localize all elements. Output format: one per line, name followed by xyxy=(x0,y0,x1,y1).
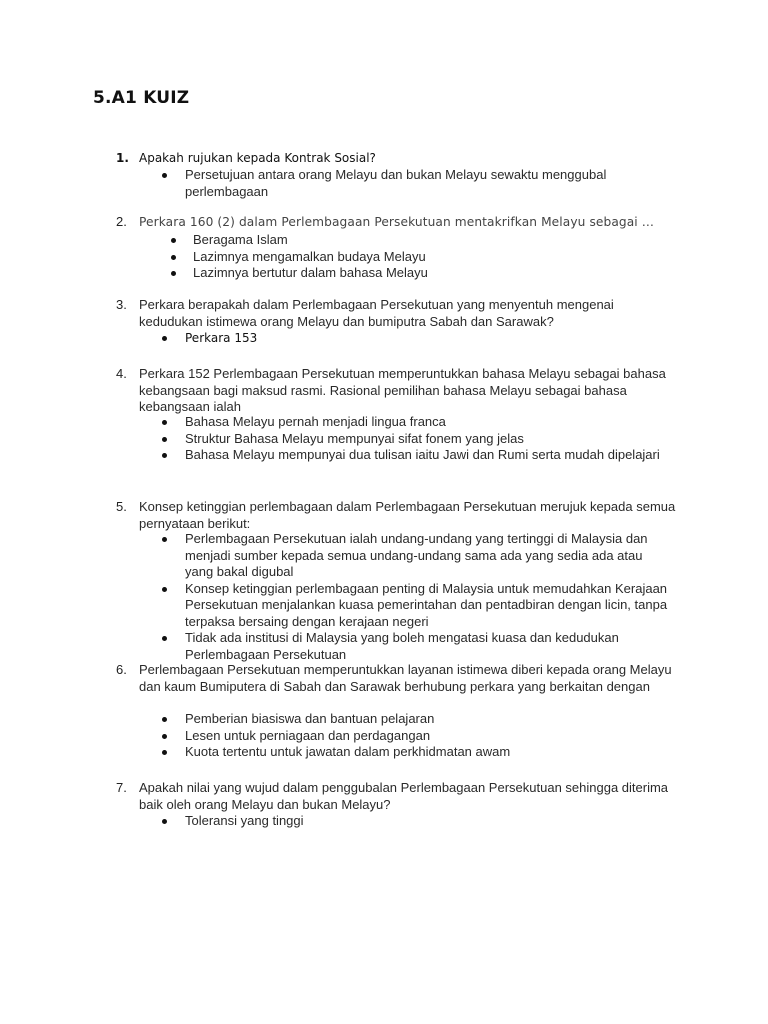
question-number: 1. xyxy=(116,151,129,165)
question-text: Konsep ketinggian perlembagaan dalam Perlembagaan Persekutuan merujuk kepada semua pernyataan berikut: xyxy=(139,499,676,531)
answer-item: Lazimnya bertutur dalam bahasa Melayu xyxy=(0,265,678,282)
bullet-icon xyxy=(162,587,167,592)
answer-list-2 xyxy=(0,232,768,282)
answer-list-7 xyxy=(0,813,768,830)
answer-list-6 xyxy=(0,711,768,761)
question-text: Apakah rujukan kepada Kontrak Sosial? xyxy=(139,151,376,165)
question-number: 2. xyxy=(116,214,127,229)
bullet-icon xyxy=(171,271,176,276)
question-number: 3. xyxy=(116,297,127,312)
bullet-icon xyxy=(162,437,167,442)
bullet-icon xyxy=(162,537,167,542)
bullet-icon xyxy=(162,336,167,341)
answer-item: Struktur Bahasa Melayu mempunyai sifat fonem yang jelas xyxy=(0,431,670,448)
bullet-icon xyxy=(162,819,167,824)
bullet-icon xyxy=(162,717,167,722)
question-number: 4. xyxy=(116,366,127,381)
bullet-icon xyxy=(162,420,167,425)
answer-list-5 xyxy=(0,531,768,663)
answer-item: Lazimnya mengamalkan budaya Melayu xyxy=(0,249,678,266)
question-text: Perkara 160 (2) dalam Perlembagaan Persekutuan mentakrifkan Melayu sebagai … xyxy=(139,215,655,229)
answer-item: Lesen untuk perniagaan dan perdagangan xyxy=(0,728,670,745)
answer-list-1 xyxy=(0,167,768,200)
question-text: Perkara berapakah dalam Perlembagaan Persekutuan yang menyentuh mengenai kedudukan istimewa orang Melayu dan bumiputra Sabah dan Sarawak? xyxy=(139,297,614,329)
answer-item: Beragama Islam xyxy=(0,232,678,249)
answer-item: Toleransi yang tinggi xyxy=(0,813,670,830)
answer-item: Persetujuan antara orang Melayu dan bukan Melayu sewaktu menggubal perlembagaan xyxy=(0,167,670,200)
bullet-icon xyxy=(162,750,167,755)
bullet-icon xyxy=(171,238,176,243)
question-number: 7. xyxy=(116,780,127,795)
answer-item: Pemberian biasiswa dan bantuan pelajaran xyxy=(0,711,670,728)
question-number: 5. xyxy=(116,499,127,514)
question-text: Apakah nilai yang wujud dalam penggubalan Perlembagaan Persekutuan sehingga diterima baik oleh orang Melayu dan bukan Melayu? xyxy=(139,780,669,812)
page-title: 5.A1 KUIZ xyxy=(93,88,190,108)
answer-list-3 xyxy=(0,330,768,347)
answer-list-4 xyxy=(0,414,768,464)
bullet-icon xyxy=(162,734,167,739)
answer-item: Perkara 153 xyxy=(0,330,670,347)
question-text: Perlembagaan Persekutuan memperuntukkan layanan istimewa diberi kepada orang Melayu dan kaum Bumiputera di Sabah dan Sarawak berhubung perkara yang berkaitan dengan xyxy=(139,662,672,694)
answer-item: Bahasa Melayu mempunyai dua tulisan iaitu Jawi dan Rumi serta mudah dipelajari xyxy=(0,447,670,464)
answer-item: Konsep ketinggian perlembagaan penting di Malaysia untuk memudahkan Kerajaan Persekutuan menjalankan kuasa pemerintahan dan pentadbiran dengan licin, tanpa terpaksa bersaing dengan kerajaan negeri xyxy=(0,581,670,631)
bullet-icon xyxy=(162,453,167,458)
bullet-icon xyxy=(171,255,176,260)
answer-item: Tidak ada institusi di Malaysia yang boleh mengatasi kuasa dan kedudukan Perlembagaan Persekutuan xyxy=(0,630,670,663)
bullet-icon xyxy=(162,173,167,178)
answer-item: Kuota tertentu untuk jawatan dalam perkhidmatan awam xyxy=(0,744,670,761)
question-number: 6. xyxy=(116,662,127,677)
answer-item: Perlembagaan Persekutuan ialah undang-undang yang tertinggi di Malaysia dan menjadi sumber kepada semua undang-undang sama ada yang sedia ada atau yang bakal digubal xyxy=(0,531,670,581)
bullet-icon xyxy=(162,636,167,641)
answer-item: Bahasa Melayu pernah menjadi lingua franca xyxy=(0,414,670,431)
question-text: Perkara 152 Perlembagaan Persekutuan memperuntukkan bahasa Melayu sebagai bahasa kebangsaan bagi maksud rasmi. Rasional pemilihan bahasa Melayu sebagai bahasa kebangsaan ialah xyxy=(139,366,666,414)
